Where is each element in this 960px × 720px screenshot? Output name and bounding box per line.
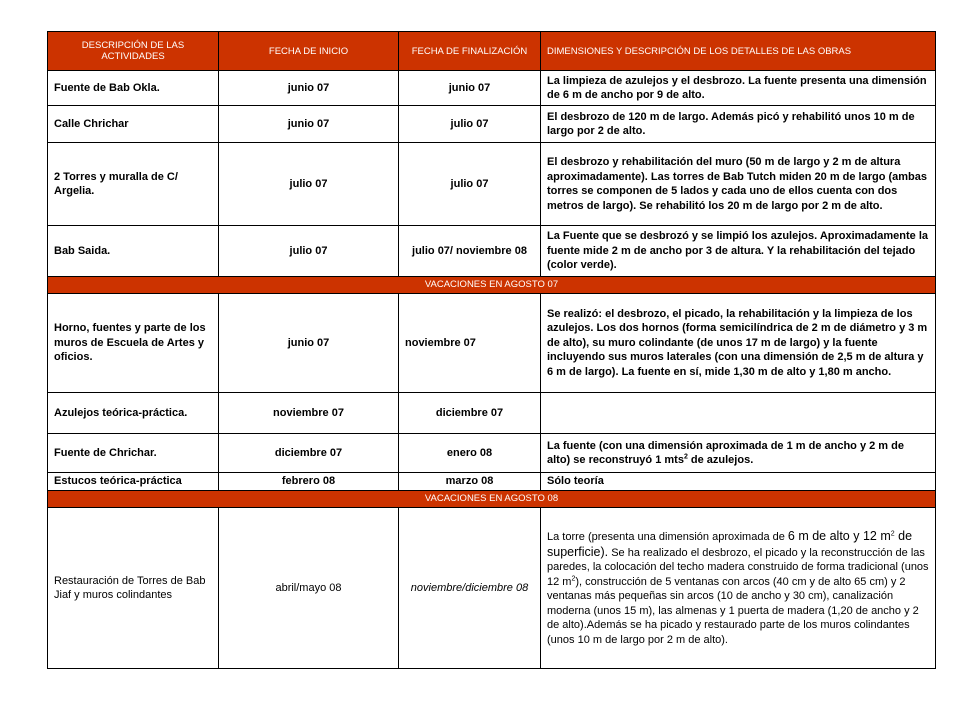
activity-cell: Bab Saida. (48, 226, 219, 277)
start-date-cell: julio 07 (219, 226, 399, 277)
start-date-cell: julio 07 (219, 143, 399, 226)
description-cell: Se realizó: el desbrozo, el picado, la rehabilitación y la limpieza de los azulejos. Los dos hornos (forma semicilíndrica de 2 m de diámetro y 3 m de alto), su muro colindante (de unos 17 m de largo) y la fuente incluyendo sus muros laterales (con una dimensión de 2,5 m de altura y 6 m de largo). La fuente en sí, mide 1,30 m de alto y 1,80 m ancho. (541, 294, 936, 393)
description-text: de superficie). (547, 529, 913, 559)
start-date-cell: junio 07 (219, 294, 399, 393)
activity-cell: Calle Chrichar (48, 106, 219, 143)
table-row (48, 106, 936, 143)
end-date-cell: julio 07 (399, 143, 541, 226)
vacation-label: VACACIONES EN AGOSTO 07 (48, 277, 936, 294)
header-start-date: FECHA DE INICIO (219, 32, 399, 71)
table-row (48, 508, 936, 669)
description-text: de azulejos. (687, 454, 754, 466)
activity-cell: Azulejos teórica-práctica. (48, 393, 219, 434)
superscript: 2 (890, 530, 895, 538)
end-date-cell: enero 08 (399, 434, 541, 473)
table-row (48, 143, 936, 226)
start-date-cell: febrero 08 (219, 473, 399, 491)
description-text: 6 m de alto y 12 m (787, 529, 891, 543)
end-date-cell: marzo 08 (399, 473, 541, 491)
superscript: 2 (683, 453, 688, 461)
description-cell (541, 508, 936, 669)
end-date-cell: julio 07 (399, 106, 541, 143)
table-row (48, 71, 936, 106)
description-cell: La limpieza de azulejos y el desbrozo. La fuente presenta una dimensión de 6 m de ancho por 9 de alto. (541, 71, 936, 106)
table-row (48, 226, 936, 277)
start-date-cell: abril/mayo 08 (219, 508, 399, 669)
description-cell: Sólo teoría (541, 473, 936, 491)
header-row (48, 32, 936, 71)
activity-cell: Horno, fuentes y parte de los muros de Escuela de Artes y oficios. (48, 294, 219, 393)
description-text: ), construcción de 5 ventanas con arcos (40 cm y de alto 65 cm) y 2 ventanas más pequeñas sin arcos (10 de ancho y 30 cm), canalización moderna (unos 15 m), las almenas y 1 puerta de madera (1,20 de ancho y 2 de alto).Además se ha picado y restaurado parte de los muros colindantes (unos 10 m de largo por 2 m de alto). (547, 575, 919, 646)
header-details: DIMENSIONES Y DESCRIPCIÓN DE LOS DETALLES DE LAS OBRAS (541, 32, 936, 71)
description-cell (541, 434, 936, 473)
description-text: La fuente (con una dimensión aproximada de 1 m de ancho y 2 m de alto) se reconstruyó 1 mts (547, 439, 904, 466)
description-cell (541, 393, 936, 434)
description-text: La torre (presenta una dimensión aproximada de (547, 531, 788, 543)
end-date-cell: noviembre 07 (399, 294, 541, 393)
activity-cell: 2 Torres y muralla de C/ Argelia. (48, 143, 219, 226)
description-text: Se ha realizado el desbrozo, el picado y la reconstrucción de las paredes, la colocación del techo madera construido de forma tradicional (unos 12 m (547, 546, 929, 588)
header-activities: DESCRIPCIÓN DE LAS ACTIVIDADES (48, 32, 219, 71)
vacation-row (48, 491, 936, 508)
table-row (48, 473, 936, 491)
vacation-row (48, 277, 936, 294)
superscript: 2 (571, 574, 576, 582)
table-row (48, 393, 936, 434)
activity-cell: Restauración de Torres de Bab Jiaf y muros colindantes (48, 508, 219, 669)
end-date-cell: noviembre/diciembre 08 (399, 508, 541, 669)
start-date-cell: junio 07 (219, 106, 399, 143)
description-cell: La Fuente que se desbrozó y se limpió los azulejos. Aproximadamente la fuente mide 2 m de ancho por 3 de altura. Y la rehabilitación del tejado (color verde). (541, 226, 936, 277)
vacation-label: VACACIONES EN AGOSTO 08 (48, 491, 936, 508)
start-date-cell: noviembre 07 (219, 393, 399, 434)
end-date-cell: diciembre 07 (399, 393, 541, 434)
activity-cell: Fuente de Chrichar. (48, 434, 219, 473)
table-row (48, 294, 936, 393)
end-date-cell: junio 07 (399, 71, 541, 106)
start-date-cell: diciembre 07 (219, 434, 399, 473)
header-end-date: FECHA DE FINALIZACIÓN (399, 32, 541, 71)
end-date-cell: julio 07/ noviembre 08 (399, 226, 541, 277)
description-cell: El desbrozo y rehabilitación del muro (50 m de largo y 2 m de altura aproximadamente). Las torres de Bab Tutch miden 20 m de largo (ambas torres se componen de 5 lados y cada uno de ellos cuenta con dos metros de largo). Se rehabilitó los 20 m de largo por 2 m de alto. (541, 143, 936, 226)
activity-cell: Fuente de Bab Okla. (48, 71, 219, 106)
works-table (47, 31, 936, 669)
table-row (48, 434, 936, 473)
start-date-cell: junio 07 (219, 71, 399, 106)
description-cell: El desbrozo de 120 m de largo. Además picó y rehabilitó unos 10 m de largo por 2 de alto. (541, 106, 936, 143)
activity-cell: Estucos teórica-práctica (48, 473, 219, 491)
